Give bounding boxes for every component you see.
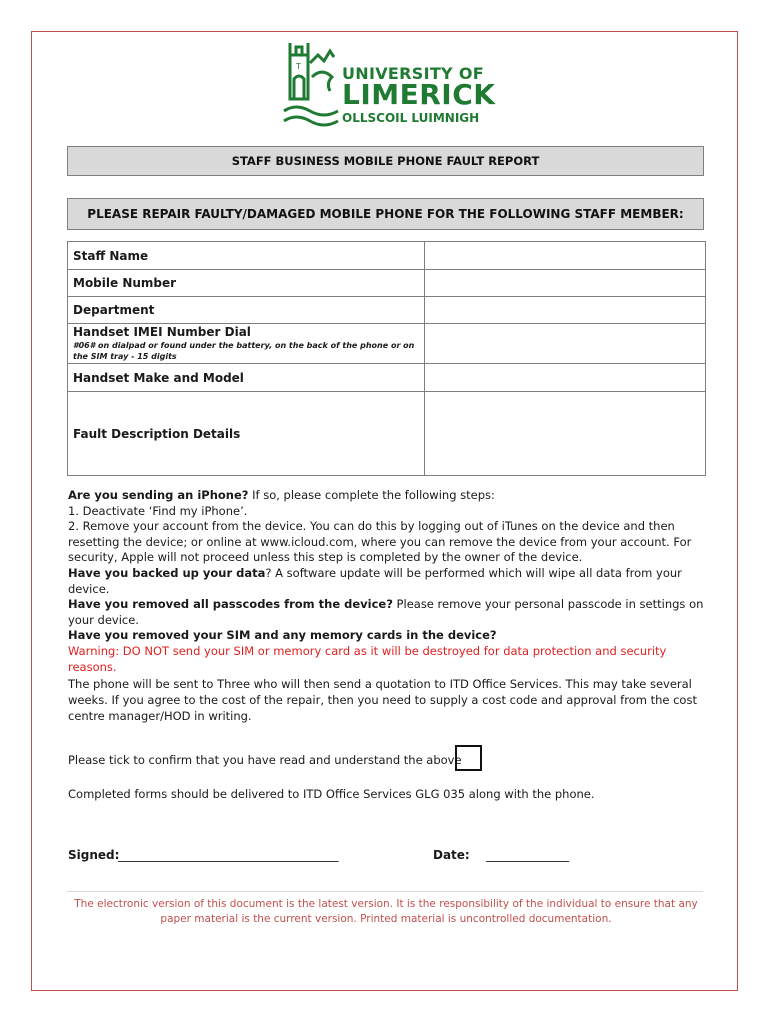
staff-details-form bbox=[67, 241, 706, 476]
warning-text: Warning: DO NOT send your SIM or memory card as it will be destroyed for data protection and security reasons. bbox=[68, 643, 667, 674]
imei-label-cell bbox=[68, 324, 425, 364]
signed-label: Signed: bbox=[68, 848, 120, 862]
make-model-label: Handset Make and Model bbox=[68, 364, 425, 392]
date-field[interactable]: _______________ bbox=[486, 848, 569, 862]
svg-text:T: T bbox=[296, 62, 301, 71]
date-label: Date: bbox=[433, 848, 470, 862]
sim-question: Have you removed your SIM and any memory cards in the device? bbox=[68, 628, 497, 643]
iphone-question: Are you sending an iPhone? bbox=[68, 488, 249, 502]
staff-name-label: Staff Name bbox=[68, 242, 425, 270]
step-1: 1. Deactivate ‘Find my iPhone’. bbox=[68, 503, 248, 518]
university-logo bbox=[282, 37, 496, 135]
staff-name-field[interactable] bbox=[425, 242, 706, 270]
quotation-paragraph: The phone will be sent to Three who will then send a quotation to ITD Office Services. This may take several weeks. If you agree to the cost of the repair, then you need to supply a cost code and approval from the cost centre manager/HOD in writing. bbox=[68, 677, 697, 723]
passcode-rest: Please remove your personal passcode in settings on your device. bbox=[68, 597, 704, 627]
footer-disclaimer: The electronic version of this document is the latest version. It is the responsibility of the individual to ensure that any paper material is the current version. Printed material is uncontrolled documentation. bbox=[74, 898, 698, 925]
confirm-checkbox[interactable] bbox=[455, 745, 482, 771]
fault-description-field[interactable] bbox=[425, 392, 706, 476]
instructions bbox=[68, 488, 708, 675]
imei-label: Handset IMEI Number Dial bbox=[73, 325, 251, 339]
iphone-paragraph bbox=[68, 488, 708, 504]
tick-confirm-text: Please tick to confirm that you have read and understand the above bbox=[68, 753, 462, 767]
fault-description-label: Fault Description Details bbox=[68, 392, 425, 476]
logo-line-2: LIMERICK bbox=[342, 78, 496, 111]
logo-line-3: OLLSCOIL LUIMNIGH bbox=[342, 111, 480, 125]
make-model-field[interactable] bbox=[425, 364, 706, 392]
logo-line-1: UNIVERSITY OF bbox=[342, 64, 484, 83]
passcode-question: Have you removed all passcodes from the device? bbox=[68, 597, 393, 612]
backup-paragraph bbox=[68, 566, 708, 597]
delivery-instructions: Completed forms should be delivered to ITD Office Services GLG 035 along with the phone. bbox=[68, 787, 595, 801]
mobile-number-field[interactable] bbox=[425, 270, 706, 297]
mobile-number-label: Mobile Number bbox=[68, 270, 425, 297]
imei-note: #06# on dialpad or found under the battery, on the back of the phone or on the SIM tray - 15 digits bbox=[73, 341, 415, 361]
iphone-rest: If so, please complete the following steps: bbox=[248, 488, 495, 502]
department-label: Department bbox=[68, 297, 425, 324]
castle-crest-icon bbox=[282, 37, 340, 135]
page-title: STAFF BUSINESS MOBILE PHONE FAULT REPORT bbox=[67, 146, 704, 176]
step-2: 2. Remove your account from the device. You can do this by logging out of iTunes on the device and then resetting the device; or online at www.icloud.com, where you can remove the device from your account. For security, Apple will not proceed unless this step is completed by the owner of the device. bbox=[68, 519, 692, 565]
signature-field[interactable]: ________________________________________ bbox=[118, 848, 338, 862]
backup-question: Have you backed up your data bbox=[68, 565, 266, 580]
backup-rest: ? A software update will be performed which will wipe all data from your device. bbox=[68, 565, 682, 596]
imei-field[interactable] bbox=[425, 324, 706, 364]
passcode-paragraph bbox=[68, 597, 708, 628]
footer-divider bbox=[67, 891, 703, 892]
department-field[interactable] bbox=[425, 297, 706, 324]
form-subtitle: PLEASE REPAIR FAULTY/DAMAGED MOBILE PHONE FOR THE FOLLOWING STAFF MEMBER: bbox=[67, 198, 704, 230]
